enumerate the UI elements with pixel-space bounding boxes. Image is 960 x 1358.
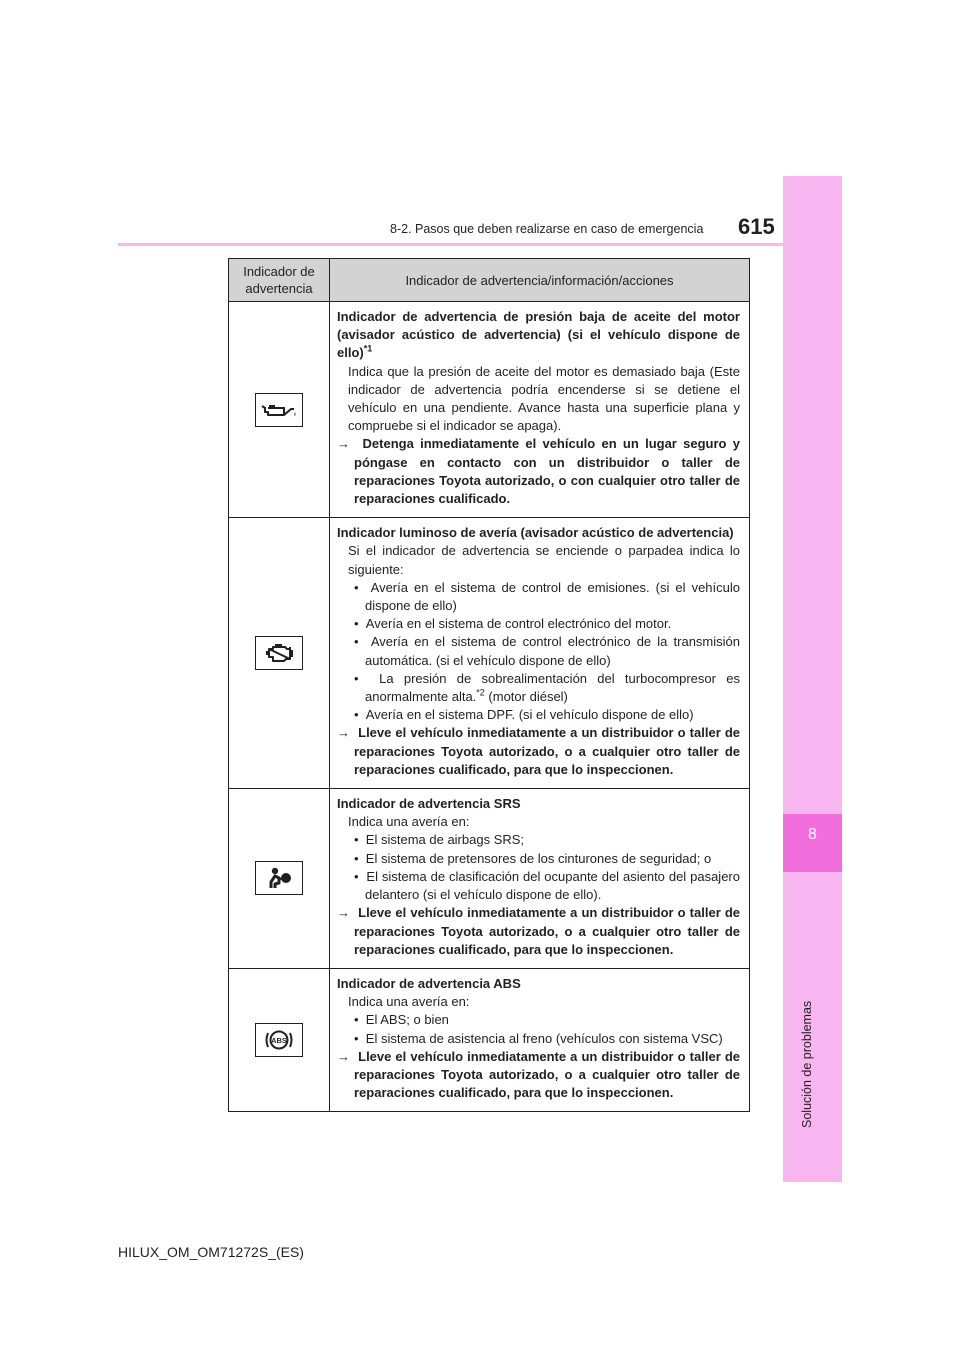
side-tab-title: Solución de problemas	[800, 1000, 814, 1128]
indicator-title: Indicador de advertencia de presión baja de aceite del motor (avisador acústico de advertencia) (si el vehículo dispone de ello)$^{*1}$	[337, 309, 740, 361]
indicator-title: Indicador luminoso de avería (avisador acústico de advertencia)	[337, 525, 734, 541]
list-item: • El sistema de pretensores de los cinturones de seguridad; o	[354, 850, 712, 866]
icon-cell	[229, 789, 330, 969]
table-row	[229, 518, 750, 789]
indicator-description: Si el indicador de advertencia se enciende o parpadea indica lo siguiente:	[348, 543, 740, 577]
list-item: • El sistema de clasificación del ocupante del asiento del pasajero delantero (si el vehículo dispone de ello).	[354, 868, 740, 903]
list-item: • Avería en el sistema de control electrónico de la transmisión automática. (si el vehículo dispone de ello)	[354, 634, 740, 668]
oil-pressure-icon	[255, 393, 303, 427]
side-tab-number: 8	[808, 826, 817, 843]
srs-airbag-icon	[255, 861, 303, 895]
check-engine-icon	[255, 636, 303, 670]
list-item: • Avería en el sistema DPF. (si el vehículo dispone de ello)	[354, 707, 694, 723]
indicator-description: Indica que la presión de aceite del motor es demasiado baja (Este indicador de advertencia podría encenderse si se detiene el vehículo en una pendiente. Avance hasta una superficie plana y compruebe si el indicador se apaga).	[348, 363, 740, 434]
icon-cell	[229, 518, 330, 789]
indicator-info	[330, 968, 750, 1111]
header-rule	[118, 243, 784, 246]
list-item: • Avería en el sistema de control electrónico del motor.	[354, 616, 672, 632]
indicator-title: Indicador de advertencia ABS	[337, 975, 521, 991]
section-header: 8-2. Pasos que deben realizarse en caso de emergencia	[390, 222, 704, 236]
list-item: • Avería en el sistema de control de emisiones. (si el vehículo dispone de ello)	[354, 579, 741, 614]
icon-cell	[229, 968, 330, 1111]
col-header-indicator: Indicador de advertencia	[229, 259, 330, 302]
indicator-action: → Lleve el vehículo inmediatamente a un distribuidor o taller de reparaciones Toyota autorizado, o a cualquier otro taller de reparaciones cualificado, para que lo inspeccionen.	[337, 905, 740, 957]
abs-icon-label: ABS	[271, 1036, 287, 1046]
indicator-description: Indica una avería en:	[348, 994, 470, 1010]
icon-cell	[229, 302, 330, 518]
table-header-row	[229, 259, 750, 302]
col-header-info: Indicador de advertencia/información/acciones	[330, 259, 750, 302]
list-item: • El sistema de asistencia al freno (vehículos con sistema VSC)	[354, 1030, 723, 1046]
indicator-info	[330, 789, 750, 969]
indicator-action: → Detenga inmediatamente el vehículo en un lugar seguro y póngase en contacto con un distribuidor o taller de reparaciones Toyota autorizado, o con cualquier otro taller de reparaciones cualificado.	[337, 436, 740, 507]
table-row	[229, 789, 750, 969]
list-item: • El sistema de airbags SRS;	[354, 832, 525, 848]
indicator-info	[330, 302, 750, 518]
indicator-action: → Lleve el vehículo inmediatamente a un distribuidor o taller de reparaciones Toyota autorizado, o a cualquier otro taller de reparaciones cualificado, para que lo inspeccionen.	[337, 1048, 740, 1101]
indicator-info	[330, 518, 750, 789]
indicator-title: Indicador de advertencia SRS	[337, 796, 521, 812]
indicator-action: → Lleve el vehículo inmediatamente a un distribuidor o taller de reparaciones Toyota autorizado, o a cualquier otro taller de reparaciones cualificado, para que lo inspeccionen.	[337, 725, 740, 777]
list-item: • La presión de sobrealimentación del turbocompresor es anormalmente alta.$^{*2}$ (motor diésel)	[354, 670, 740, 705]
page-number: 615	[738, 214, 775, 239]
indicator-description: Indica una avería en:	[348, 814, 470, 830]
list-item: • El ABS; o bien	[354, 1012, 449, 1028]
abs-icon	[255, 1023, 303, 1057]
table-row	[229, 302, 750, 518]
document-code: HILUX_OM_OM71272S_(ES)	[118, 1244, 304, 1260]
table-row	[229, 968, 750, 1111]
warning-table	[228, 258, 750, 1112]
